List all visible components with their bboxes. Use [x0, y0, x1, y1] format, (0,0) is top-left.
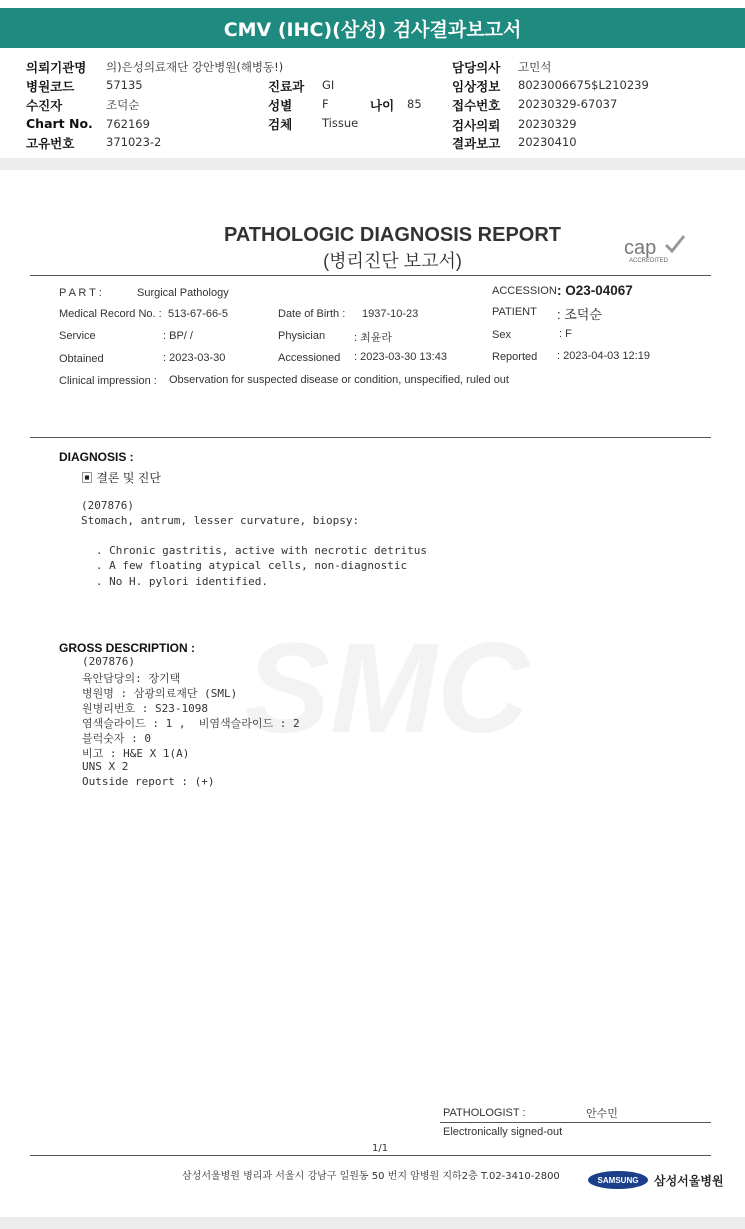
field-label-patient: 수진자 — [26, 98, 63, 113]
field-value-attending: 고민석 — [518, 60, 552, 74]
field-label-receipt-no: 접수번호 — [452, 98, 501, 113]
field-value-specimen: Tissue — [322, 116, 359, 130]
field-label-unique-id: 고유번호 — [26, 136, 75, 151]
signature-rule — [440, 1122, 711, 1123]
field-value-patient: 조덕순 — [106, 98, 140, 112]
patient-label: PATIENT — [492, 306, 537, 318]
field-label-age: 나이 — [370, 98, 395, 113]
clinical-impression-label: Clinical impression : — [59, 375, 157, 387]
gross-line: UNS X 2 — [82, 760, 129, 773]
dob-label: Date of Birth : — [278, 308, 346, 320]
field-label-request-date: 검사의뢰 — [452, 118, 501, 133]
mrn-value: 513-67-66-5 — [168, 308, 228, 320]
signed-out-text: Electronically signed-out — [443, 1126, 563, 1138]
service-value: : BP/ / — [163, 330, 193, 342]
field-value-receipt-no: 20230329-67037 — [518, 97, 618, 111]
field-label-attending: 담당의사 — [452, 60, 501, 75]
gross-line: 원병리번호 : S23-1098 — [82, 702, 208, 715]
field-value-request-date: 20230329 — [518, 117, 577, 131]
gross-line: 염색슬라이드 : 1 , 비염색슬라이드 : 2 — [82, 717, 300, 730]
field-label-requesting-org: 의뢰기관명 — [26, 60, 87, 75]
field-value-requesting-org: 의)은성의료재단 강안병원(해병동!) — [106, 60, 284, 74]
gross-line: 비고 : H&E X 1(A) — [82, 747, 190, 760]
report-title-ko: (병리진단 보고서) — [323, 251, 462, 271]
part-label: P A R T : — [59, 287, 102, 299]
reported-value: : 2023-04-03 12:19 — [557, 350, 650, 362]
pathologist-label: PATHOLOGIST : — [443, 1107, 526, 1119]
sex-label: Sex — [492, 329, 511, 341]
svg-text:SAMSUNG: SAMSUNG — [597, 1176, 639, 1185]
field-label-specimen: 검체 — [268, 117, 293, 132]
field-value-hospital-code: 57135 — [106, 78, 143, 92]
rule-meta-bottom — [30, 437, 711, 438]
gross-heading: GROSS DESCRIPTION : — [59, 641, 196, 655]
accessioned-label: Accessioned — [278, 352, 341, 364]
report-title-bar — [0, 8, 745, 48]
field-label-clinical-info: 임상정보 — [452, 79, 501, 94]
gross-line: (207876) — [82, 655, 135, 668]
field-value-clinical-info: 8023006675$L210239 — [518, 78, 649, 92]
gross-line: 육안담당의: 장기택 — [82, 672, 181, 685]
dob-value: 1937-10-23 — [362, 308, 419, 320]
gross-line: Outside report : (+) — [82, 775, 215, 788]
field-value-sex: F — [322, 97, 329, 111]
bottom-band — [0, 1217, 745, 1229]
physician-label: Physician — [278, 330, 326, 342]
part-value: Surgical Pathology — [137, 287, 229, 299]
svg-text:cap: cap — [624, 237, 657, 259]
diagnosis-line: . No H. pylori identified. — [76, 575, 269, 588]
diagnosis-line: (207876) — [81, 499, 134, 512]
watermark-text: SMC — [244, 620, 530, 750]
field-label-hospital-code: 병원코드 — [26, 79, 75, 94]
patient-value: : 조덕순 — [557, 307, 602, 322]
samsung-logo — [587, 1170, 649, 1190]
diagnosis-subheading: ▣ 결론 및 진단 — [81, 471, 161, 485]
report-title-en: PATHOLOGIC DIAGNOSIS REPORT — [223, 224, 562, 246]
clinical-impression-value: Observation for suspected disease or condition, unspecified, ruled out — [169, 374, 509, 386]
field-value-age: 85 — [407, 97, 422, 111]
reported-label: Reported — [492, 351, 538, 363]
field-label-department: 진료과 — [268, 79, 305, 94]
page-number: 1/1 — [372, 1143, 389, 1154]
diagnosis-line: . A few floating atypical cells, non-diagnostic — [76, 559, 408, 572]
report-title: CMV (IHC)(삼성) 검사결과보고서 — [223, 18, 522, 41]
field-value-unique-id: 371023-2 — [106, 135, 162, 149]
sex-value: : F — [559, 328, 572, 340]
cap-accredited-logo — [622, 233, 686, 265]
hospital-brand-name: 삼성서울병원 — [654, 1174, 724, 1188]
field-label-chart-no: Chart No. — [26, 116, 93, 131]
accession-label: ACCESSION — [492, 285, 557, 297]
diagnosis-heading: DIAGNOSIS : — [59, 450, 134, 464]
obtained-value: : 2023-03-30 — [163, 352, 226, 364]
mrn-label: Medical Record No. : — [59, 308, 162, 320]
service-label: Service — [59, 330, 96, 342]
physician-value: : 최윤라 — [354, 332, 392, 344]
header-separator — [0, 158, 745, 170]
pathologist-name: 안수민 — [586, 1108, 618, 1120]
field-value-department: GI — [322, 78, 335, 92]
gross-line: 블럭숫자 : 0 — [82, 732, 151, 745]
accessioned-value: : 2023-03-30 13:43 — [354, 351, 447, 363]
accession-value: : O23-04067 — [557, 283, 633, 298]
field-label-report-date: 결과보고 — [452, 136, 501, 151]
field-value-report-date: 20230410 — [518, 135, 577, 149]
diagnosis-line: . Chronic gastritis, active with necrotic detritus — [76, 544, 427, 557]
rule-top — [30, 275, 711, 276]
svg-text:ACCREDITED: ACCREDITED — [629, 258, 669, 264]
footer-address: 삼성서울병원 병리과 서울시 강남구 일원동 50 번지 암병원 지하2층 T.02-3410-2800 — [182, 1171, 560, 1182]
gross-line: 병원명 : 삼광의료재단 (SML) — [82, 687, 238, 700]
footer-rule — [30, 1155, 711, 1156]
field-label-sex: 성별 — [268, 98, 293, 113]
field-value-chart-no: 762169 — [106, 117, 150, 131]
diagnosis-line: Stomach, antrum, lesser curvature, biopsy: — [81, 514, 360, 527]
obtained-label: Obtained — [59, 353, 104, 365]
